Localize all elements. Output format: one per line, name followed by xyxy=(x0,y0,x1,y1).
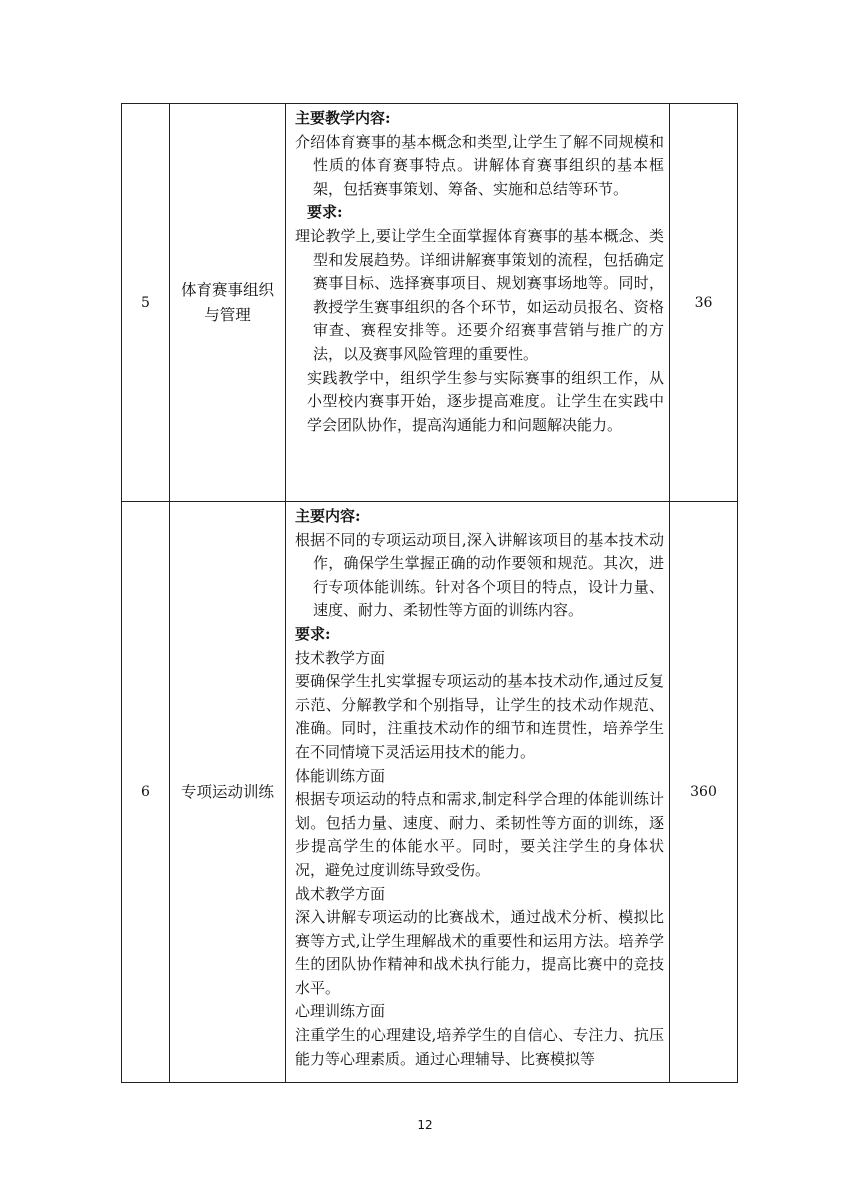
row-number: 6 xyxy=(122,502,170,1083)
subsection-title: 战术教学方面 xyxy=(295,884,386,903)
content-paragraph: 注重学生的心理建设,培养学生的自信心、专注力、抗压能力等心理素质。通过心理辅导、比赛模拟等 xyxy=(295,1026,664,1068)
table-row xyxy=(122,104,738,502)
subsection-title: 技术教学方面 xyxy=(295,648,386,667)
content-paragraph: 深入讲解专项运动的比赛战术，通过战术分析、模拟比赛等方式,让学生理解战术的重要性和运用方法。培养学生的团队协作精神和战术执行能力，提高比赛中的竞技水平。 xyxy=(295,908,664,997)
subsection-title: 心理训练方面 xyxy=(295,1002,386,1021)
course-name: 专项运动训练 xyxy=(170,502,286,1083)
course-content xyxy=(286,502,670,1083)
course-name: 体育赛事组织与管理 xyxy=(170,104,286,502)
content-paragraph: 根据不同的专项运动项目,深入讲解该项目的基本技术动作，确保学生掌握正确的动作要领和规范。其次，进行专项体能训练。针对各个项目的特点，设计力量、速度、耐力、柔韧性等方面的训练内容。 xyxy=(295,530,664,620)
row-number: 5 xyxy=(122,104,170,502)
section-heading: 主要内容: xyxy=(295,507,361,525)
page-number: 12 xyxy=(417,1118,433,1132)
content-paragraph: 实践教学中，组织学生参与实际赛事的组织工作，从小型校内赛事开始，逐步提高难度。让学生在实践中学会团队协作，提高沟通能力和问题解决能力。 xyxy=(307,368,664,434)
class-hours: 36 xyxy=(670,104,738,502)
subsection-title: 体能训练方面 xyxy=(295,766,386,785)
content-paragraph: 介绍体育赛事的基本概念和类型,让学生了解不同规模和性质的体育赛事特点。讲解体育赛事组织的基本框架，包括赛事策划、筹备、实施和总结等环节。 xyxy=(295,132,664,198)
section-heading: 主要教学内容: xyxy=(295,109,391,127)
course-table xyxy=(121,103,738,1083)
section-heading: 要求: xyxy=(295,624,331,643)
content-paragraph: 根据专项运动的特点和需求,制定科学合理的体能训练计划。包括力量、速度、耐力、柔韧性等方面的训练，逐步提高学生的体能水平。同时，要关注学生的身体状况，避免过度训练导致受伤。 xyxy=(295,790,664,879)
content-paragraph: 理论教学上,要让学生全面掌握体育赛事的基本概念、类型和发展趋势。详细讲解赛事策划的流程，包括确定赛事目标、选择赛事项目、规划赛事场地等。同时，教授学生赛事组织的各个环节，如运动员报名、资格审查、赛程安排等。还要介绍赛事营销与推广的方法，以及赛事风险管理的重要性。 xyxy=(295,226,664,363)
class-hours: 360 xyxy=(670,502,738,1083)
table-row xyxy=(122,502,738,1083)
content-paragraph: 要确保学生扎实掌握专项运动的基本技术动作,通过反复示范、分解教学和个别指导，让学生的技术动作规范、准确。同时，注重技术动作的细节和连贯性，培养学生在不同情境下灵活运用技术的能力。 xyxy=(295,672,664,761)
section-heading: 要求: xyxy=(307,203,343,222)
course-content xyxy=(286,104,670,502)
